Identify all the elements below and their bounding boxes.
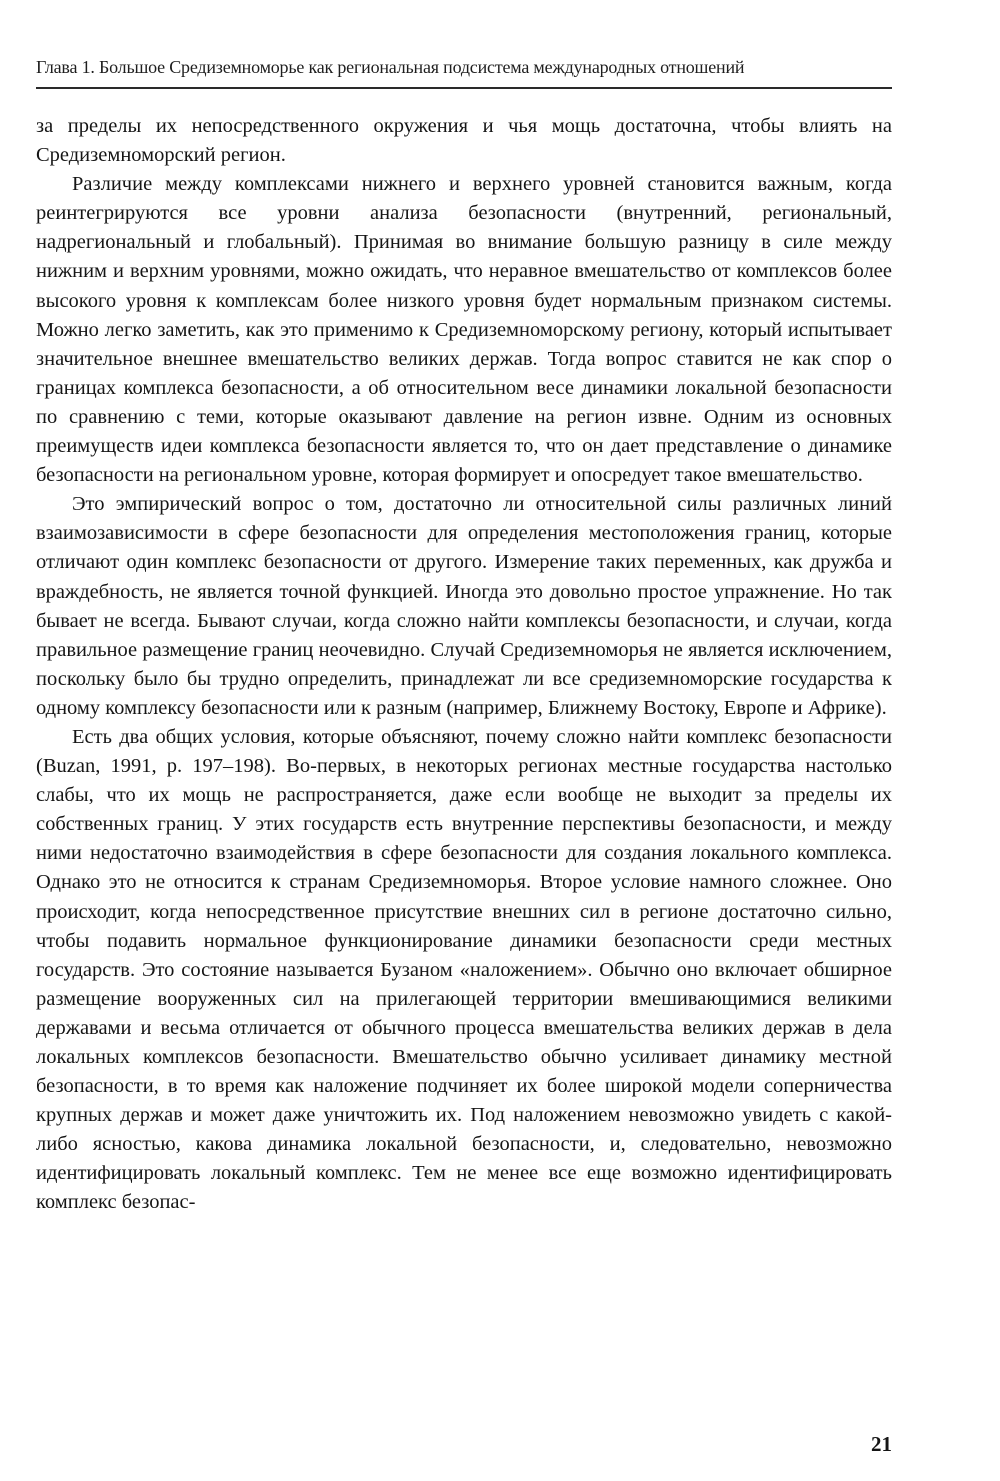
paragraph: Различие между комплексами нижнего и верхнего уровней становится важным, когда реинтегрируются все уровни анализа безопасности (внутренний, региональный, надрегиональный и глобальный). Принимая во внимание большую разницу в силе между нижним и верхним уровнями, можно ожидать, что неравное вмешательство от комплексов более высокого уровня к комплексам более низкого уровня будет нормальным признаком системы. Можно легко заметить, как это применимо к Средиземноморскому региону, который испытывает значительное внешнее вмешательство великих держав. Тогда вопрос ставится не как спор о границах комплекса безопасности, а об относительном весе динамики локальной безопасности по сравнению с теми, которые оказывают давление на регион извне. Одним из основных преимуществ идеи комплекса безопасности является то, что он дает представление о динамике безопасности на региональном уровне, которая формирует и опосредует такое вмешательство. [36,173,892,487]
header-divider [36,87,892,89]
paragraph: Это эмпирический вопрос о том, достаточно ли относительной силы различных линий взаимозависимости в сфере безопасности для определения местоположения границ, которые отличают один комплекс безопасности от другого. Измерение таких переменных, как дружба и враждебность, не является точной функцией. Иногда это довольно простое упражнение. Но так бывает не всегда. Бывают случаи, когда сложно найти комплексы безопасности, и случаи, когда правильное размещение границ неочевидно. Случай Средиземноморья не является исключением, поскольку было бы трудно определить, принадлежат ли все средиземноморские государства к одному комплексу безопасности или к разным (например, Ближнему Востоку, Европе и Африке). [36,493,892,719]
page-number: 21 [871,1432,892,1456]
body-text [36,112,892,1218]
running-header: Глава 1. Большое Средиземноморье как региональная подсистема международных отношений [36,57,745,77]
paragraph-continuation: за пределы их непосредственного окружения и чья мощь достаточна, чтобы влиять на Средиземноморский регион. [36,115,892,167]
paragraph: Есть два общих условия, которые объясняют, почему сложно найти комплекс безопасности (Buzan, 1991, p. 197–198). Во-первых, в некоторых регионах местные государства настолько слабы, что их мощь не распространяется, даже если вообще не выходит за пределы их собственных границ. У этих государств есть внутренние перспективы безопасности, и между ними недостаточно взаимодействия в сфере безопасности для создания локального комплекса. Однако это не относится к странам Средиземноморья. Второе условие намного сложнее. Оно происходит, когда непосредственное присутствие внешних сил в регионе достаточно сильно, чтобы подавить нормальное функционирование динамики безопасности среди местных государств. Это состояние называется Бузаном «наложением». Обычно оно включает обширное размещение вооруженных сил на прилегающей территории вмешивающимися великими державами и весьма отличается от обычного процесса вмешательства великих держав в дела локальных комплексов безопасности. Вмешательство обычно усиливает динамику местной безопасности, в то время как наложение подчиняет их более широкой модели соперничества крупных держав и может даже уничтожить их. Под наложением невозможно увидеть с какой-либо ясностью, какова динамика локальной безопасности, и, следовательно, невозможно идентифицировать локальный комплекс. Тем не менее все еще возможно идентифицировать комплекс безопас- [36,725,892,1214]
